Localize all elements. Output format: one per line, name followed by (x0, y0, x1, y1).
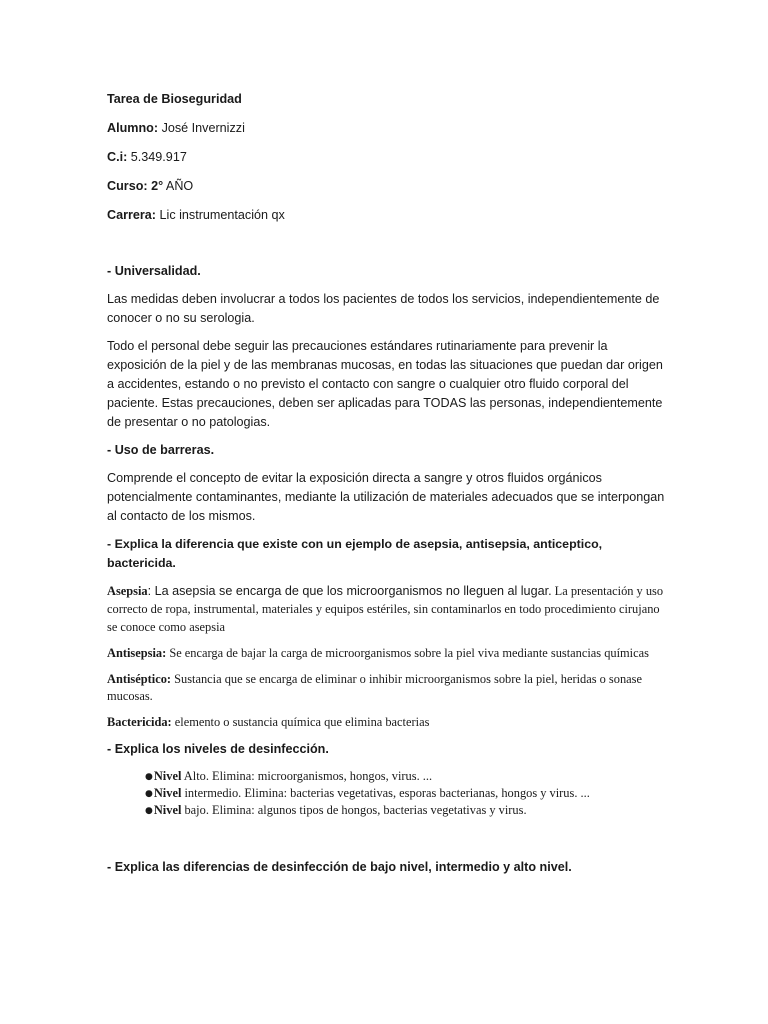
course-line: Curso: 2° AÑO (107, 179, 194, 193)
universalidad-paragraph-2: Todo el personal debe seguir las precauciones estándares rutinariamente para prevenir la exposición de la piel y de las membranas mucosas, en todas las situaciones que puedan dar origen a accidentes, estando o no previsto el contacto con sangre o cualquier otro fluido corporal del paciente. Estas precauciones, deben ser aplicadas para TODAS las personas, independientemente de presentar o no patologias. (107, 339, 663, 429)
bullet-icon: ● (145, 772, 153, 782)
bullet-icon: ● (145, 789, 153, 799)
universalidad-heading: - Universalidad. (107, 264, 201, 278)
barreras-paragraph: Comprende el concepto de evitar la exposición directa a sangre y otros fluidos orgánicos potencialmente contaminantes, mediante la utilización de materiales adecuados que se interpongan al contacto de los mismos. (107, 471, 665, 523)
career-line: Carrera: Lic instrumentación qx (107, 208, 285, 222)
document-title: Tarea de Bioseguridad (107, 92, 242, 106)
list-item: ●Nivel Alto. Elimina: microorganismos, hongos, virus. ... (145, 769, 433, 783)
diferencias-heading: - Explica las diferencias de desinfección de bajo nivel, intermedio y alto nivel. (107, 860, 572, 874)
ci-line: C.i: 5.349.917 (107, 150, 187, 164)
asepsia-definition: Asepsia: La asepsia se encarga de que los microorganismos no lleguen al lugar. La presentación y uso correcto de ropa, instrumental, materiales y equipos estériles, sin contaminarlos en todo procedimiento cirujano se conoce como asepsia (107, 584, 664, 634)
list-item: ●Nivel intermedio. Elimina: bacterias vegetativas, esporas bacterianas, hongos y virus. ... (145, 786, 590, 800)
student-line: Alumno: José Invernizzi (107, 121, 245, 135)
antiseptico-definition: Antiséptico: Sustancia que se encarga de eliminar o inhibir microorganismos sobre la piel, heridas o sonase mucosas. (107, 672, 642, 703)
list-item: ●Nivel bajo. Elimina: algunos tipos de hongos, bacterias vegetativas y virus. (145, 803, 527, 817)
bullet-icon: ● (145, 806, 153, 816)
niveles-list (145, 768, 667, 819)
niveles-heading: - Explica los niveles de desinfección. (107, 742, 329, 756)
bactericida-definition: Bactericida: elemento o sustancia química que elimina bacterias (107, 715, 430, 729)
antisepsia-definition: Antisepsia: Se encarga de bajar la carga de microorganismos sobre la piel viva mediante sustancias químicas (107, 646, 649, 660)
barreras-heading: - Uso de barreras. (107, 443, 215, 457)
diferencia-heading: - Explica la diferencia que existe con un ejemplo de asepsia, antisepsia, anticeptico, bactericida. (107, 537, 603, 570)
document-page (107, 90, 667, 886)
universalidad-paragraph-1: Las medidas deben involucrar a todos los pacientes de todos los servicios, independientemente de conocer o no su serologia. (107, 292, 660, 325)
